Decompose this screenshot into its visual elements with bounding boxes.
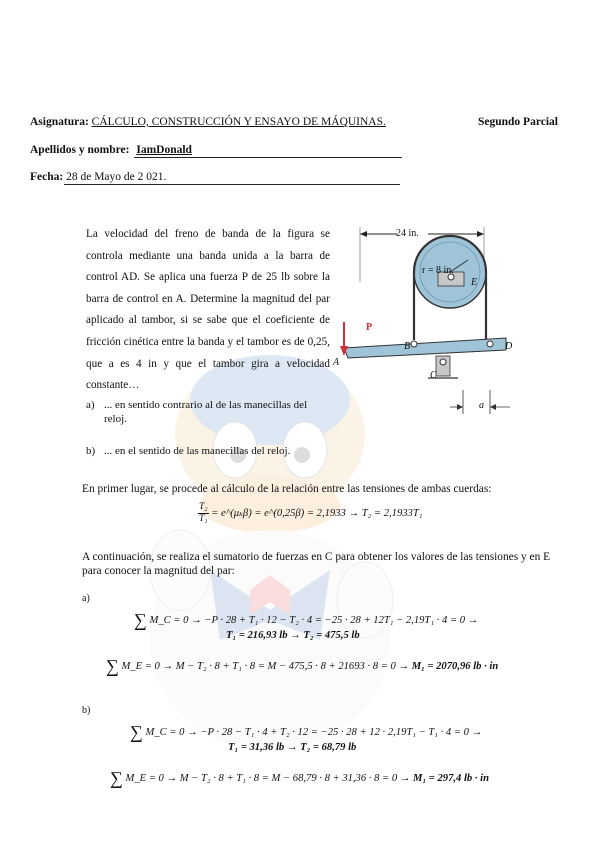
part-a-label: a) bbox=[82, 593, 90, 604]
point-label-c: C bbox=[430, 370, 437, 381]
date-underline bbox=[64, 184, 400, 185]
name-label: Apellidos y nombre: bbox=[30, 144, 130, 156]
part-b-torque-result: M₁ = 297,4 lb · in bbox=[413, 773, 489, 784]
part-a-tensions-result: T₁ = 216,93 lb → T₂ = 475,5 lb bbox=[226, 630, 360, 641]
name-value: IamDonald bbox=[136, 144, 192, 156]
part-b-tensions-result: T₁ = 31,36 lb → T₂ = 68,79 lb bbox=[228, 742, 357, 753]
problem-statement: La velocidad del freno de banda de la figura se controla mediante una banda unida a la barra de control AD. Se aplica una fuerza P de 25 lb sobre la barra de control en A. Determine la magnitud del par aplicado al tambor, si se sabe que el coeficiente de fricción cinética entre la banda y el tambor es de 0,25, que a es 4 in y que el tambor gira a velocidad constante… bbox=[86, 228, 330, 392]
point-label-e: E bbox=[471, 277, 478, 288]
part-a-torque-result: M₁ = 2070,96 lb · in bbox=[411, 661, 499, 672]
name-line bbox=[30, 144, 192, 156]
width-label: 24 in. bbox=[396, 228, 419, 239]
option-b: ... en el sentido de las manecillas del reloj. bbox=[104, 445, 291, 457]
date-line bbox=[30, 171, 166, 183]
subject-label: Asignatura: bbox=[30, 116, 89, 128]
part-b-moment-e-equation: ∑ M_E = 0 → M − T₂ · 8 + T₁ · 8 = M − 68,79 · 8 + 31,36 · 8 = 0 → M₁ = 297,4 lb · in bbox=[110, 768, 489, 788]
point-label-b: B bbox=[404, 341, 411, 352]
option-a: ... en sentido contrario al de las manecillas del reloj. bbox=[104, 399, 308, 425]
subject-value: CÁLCULO, CONSTRUCCIÓN Y ENSAYO DE MÁQUINAS. bbox=[91, 116, 386, 128]
tension-ratio-fraction: $\frac{\text{T₂}}{\text{T₁}}$ bbox=[199, 502, 208, 524]
band-brake-figure bbox=[330, 222, 530, 422]
date-label: Fecha: bbox=[30, 171, 64, 183]
solution-intro: En primer lugar, se procede al cálculo de la relación entre las tensiones de ambas cuerdas: bbox=[82, 483, 492, 495]
solution-intro-2: A continuación, se realiza el sumatorio de fuerzas en C para obtener los valores de las tensiones y en E para conocer la magnitud del par: bbox=[82, 551, 551, 577]
point-label-a: A bbox=[333, 357, 340, 368]
tension-ratio-equation: $\frac{\text{T₂}}{\text{T₁}}$ = e^(μₖβ) = e^(0,25β) = 2,1933 → T₂ = 2,1933T₁ bbox=[199, 502, 423, 524]
exam-type: Segundo Parcial bbox=[478, 116, 558, 128]
point-label-d: D bbox=[505, 341, 513, 352]
name-underline bbox=[134, 157, 402, 158]
part-b-moment-c-equation: ∑ M_C = 0 → −P · 28 − T₁ · 4 + T₂ · 12 = −25 · 28 + 12 · 2,19T₁ − T₁ · 4 = 0 → bbox=[130, 722, 483, 742]
subject-line bbox=[30, 116, 386, 128]
force-label-p: P bbox=[366, 322, 373, 333]
radius-label: r = 8 in. bbox=[422, 265, 454, 276]
date-value: 28 de Mayo de 2 021. bbox=[66, 171, 167, 183]
option-a-label: a) bbox=[86, 399, 95, 411]
option-b-label: b) bbox=[86, 445, 96, 457]
part-a-moment-c-equation: ∑ M_C = 0 → −P · 28 + T₁ · 12 − T₂ · 4 = −25 · 28 + 12T₁ − 2,19T₁ · 4 = 0 → bbox=[134, 610, 479, 630]
part-b-label: b) bbox=[82, 705, 91, 716]
part-a-moment-e-equation: ∑ M_E = 0 → M − T₂ · 8 + T₁ · 8 = M − 475,5 · 8 + 21693 · 8 = 0 → M₁ = 2070,96 lb · in bbox=[106, 656, 499, 676]
dimension-label-a: a bbox=[479, 400, 484, 411]
